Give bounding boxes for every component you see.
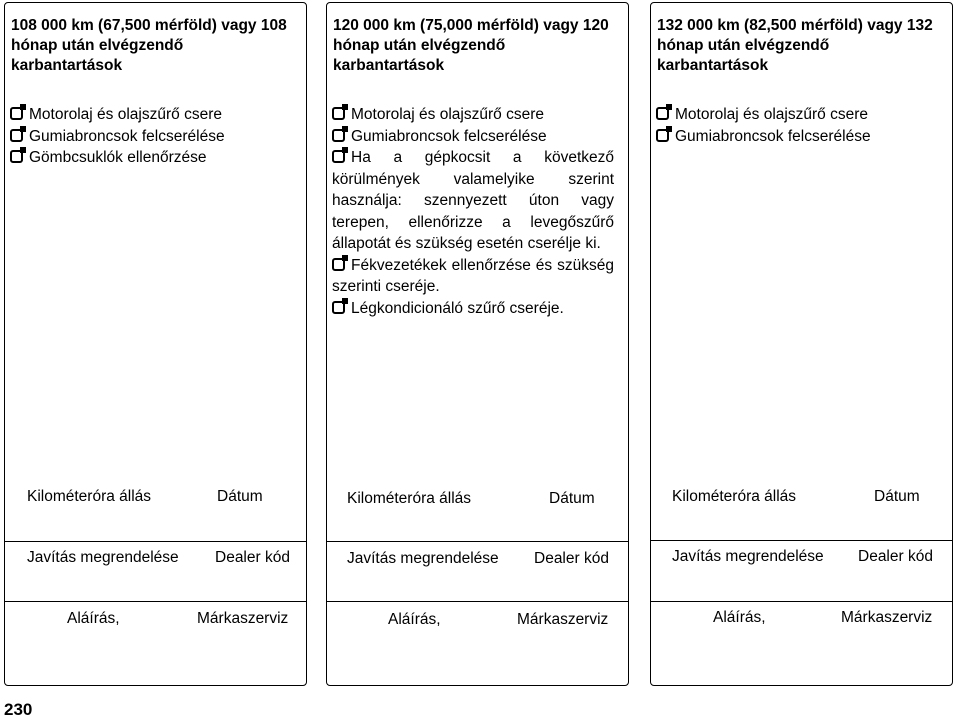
divider bbox=[5, 541, 306, 542]
checklist bbox=[10, 104, 292, 169]
checklist-item: Gumiabroncsok felcserélése bbox=[656, 126, 938, 148]
checkbox-icon[interactable] bbox=[656, 129, 669, 142]
checkbox-icon[interactable] bbox=[332, 301, 345, 314]
checkbox-icon[interactable] bbox=[10, 107, 23, 120]
checklist bbox=[332, 104, 614, 319]
checklist-item: Motorolaj és olajszűrő csere bbox=[656, 104, 938, 126]
page-number: 230 bbox=[4, 700, 33, 719]
divider bbox=[327, 601, 628, 602]
divider bbox=[651, 540, 952, 541]
checklist-item: Légkondicionáló szűrő cseréje. bbox=[332, 298, 614, 320]
maintenance-panel-132000 bbox=[650, 2, 953, 686]
repair-order-label: Javítás megrendelése bbox=[672, 548, 824, 565]
signature-label: Aláírás, bbox=[713, 609, 766, 626]
signature-label: Aláírás, bbox=[388, 611, 441, 628]
checkbox-icon[interactable] bbox=[332, 258, 345, 271]
dealership-label: Márkaszerviz bbox=[517, 611, 609, 628]
divider bbox=[651, 601, 952, 602]
dealership-label: Márkaszerviz bbox=[841, 609, 933, 626]
panel-title: 132 000 km (82,500 mérföld) vagy 132 hónap után elvégzendő karbantartások bbox=[657, 17, 933, 74]
divider bbox=[327, 541, 628, 542]
checkbox-icon[interactable] bbox=[10, 129, 23, 142]
checklist bbox=[656, 104, 938, 147]
date-label: Dátum bbox=[549, 490, 595, 507]
checkbox-icon[interactable] bbox=[10, 150, 23, 163]
odometer-label: Kilométeróra állás bbox=[347, 490, 472, 507]
checklist-item: Ha a gépkocsit a következő körülmények valamelyike szerint használja: szennyezett úton vagy terepen, ellenőrizze a levegőszűrő állapotát és szükség esetén cserélje ki. bbox=[332, 149, 614, 252]
checklist-item: Fékvezetékek ellenőrzése és szükség szerinti cseréje. bbox=[332, 256, 614, 295]
odometer-label: Kilométeróra állás bbox=[27, 488, 152, 505]
checklist-item: Gumiabroncsok felcserélése bbox=[10, 126, 292, 148]
dealer-code-label: Dealer kód bbox=[534, 550, 609, 567]
maintenance-panel-120000 bbox=[326, 2, 629, 686]
dealer-code-label: Dealer kód bbox=[215, 549, 290, 566]
date-label: Dátum bbox=[217, 488, 263, 505]
repair-order-label: Javítás megrendelése bbox=[27, 549, 179, 566]
checklist-item: Gömbcsuklók ellenőrzése bbox=[10, 147, 292, 169]
date-label: Dátum bbox=[874, 488, 920, 505]
checklist-item: Motorolaj és olajszűrő csere bbox=[332, 104, 614, 126]
divider bbox=[5, 601, 306, 602]
checkbox-icon[interactable] bbox=[332, 129, 345, 142]
signature-label: Aláírás, bbox=[67, 610, 120, 627]
checkbox-icon[interactable] bbox=[656, 107, 669, 120]
maintenance-panel-108000 bbox=[4, 2, 307, 686]
panel-title: 108 000 km (67,500 mérföld) vagy 108 hónap után elvégzendő karbantartások bbox=[11, 17, 287, 74]
checklist-item: Motorolaj és olajszűrő csere bbox=[10, 104, 292, 126]
repair-order-label: Javítás megrendelése bbox=[347, 550, 499, 567]
checklist-item: Gumiabroncsok felcserélése bbox=[332, 126, 614, 148]
odometer-label: Kilométeróra állás bbox=[672, 488, 797, 505]
checkbox-icon[interactable] bbox=[332, 107, 345, 120]
dealership-label: Márkaszerviz bbox=[197, 610, 289, 627]
checkbox-icon[interactable] bbox=[332, 150, 345, 163]
dealer-code-label: Dealer kód bbox=[858, 548, 933, 565]
panel-title: 120 000 km (75,000 mérföld) vagy 120 hónap után elvégzendő karbantartások bbox=[333, 17, 609, 74]
